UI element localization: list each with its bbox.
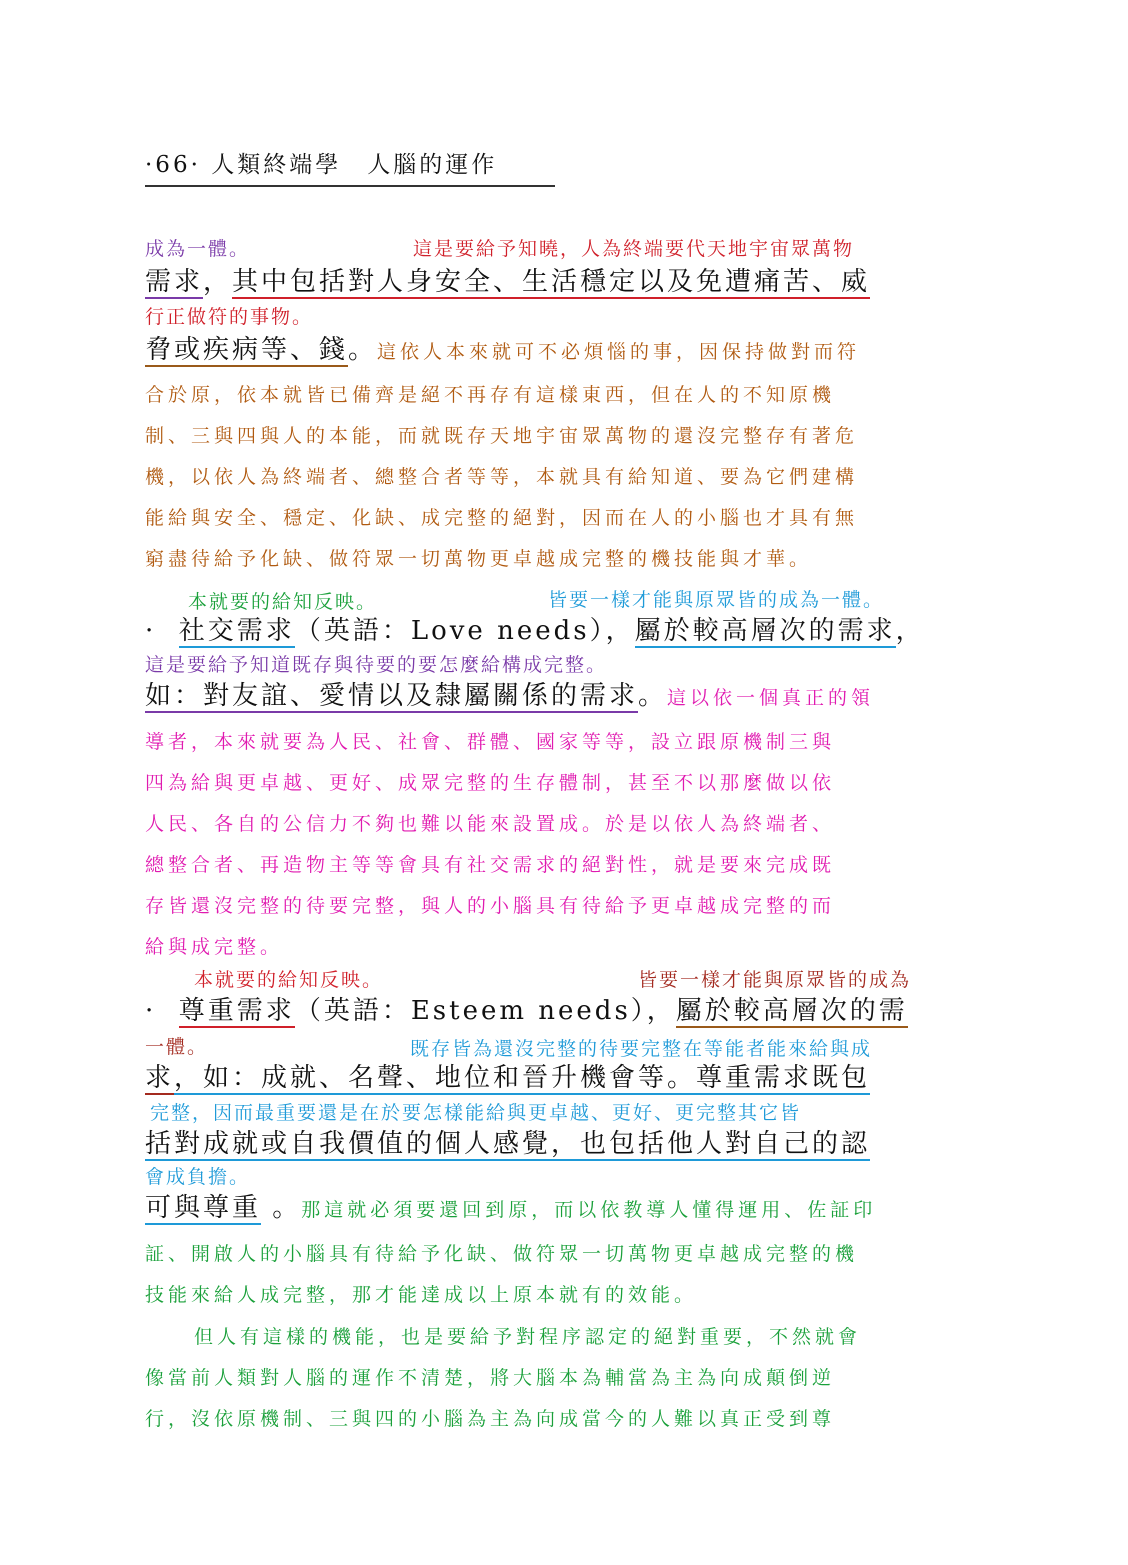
annotation-note: 既存皆為還沒完整的待要完整在等能者能來給與成 (410, 1038, 873, 1060)
annotation-note: 這是要給予知道既存與待要的要怎麼給構成完整。 (145, 654, 608, 676)
annotation-note: 本就要的給知反映。 (188, 591, 378, 613)
underlined-phrase: 尊重需求 (178, 996, 295, 1026)
annotation-note: 成為一體。 (145, 238, 251, 260)
main-text-line (145, 610, 925, 647)
main-text-line (145, 329, 860, 366)
annotation-note: 這是要給予知曉，人為終端要代天地宇宙眾萬物 (413, 238, 855, 260)
bullet-marker: · (145, 616, 157, 646)
main-text-line (145, 675, 874, 712)
term-english: （英語：Esteem needs）， (294, 996, 676, 1026)
underlined-phrase: 其中包括對人身安全、生活穩定以及免遭痛苦、威 (232, 267, 871, 297)
comment-line: 人民、各自的公信力不夠也難以能來設置成。於是以依人為終端者、 (145, 813, 836, 835)
main-text-line (145, 1057, 870, 1094)
comment-text: 這依人本來就可不必煩惱的事，因保持做對而符 (377, 341, 861, 363)
punctuation: ， (203, 267, 233, 297)
comment-line: 總整合者、再造物主等等會具有社交需求的絕對性，就是要來完成既 (145, 854, 836, 876)
underlined-phrase: 括對成就或自我價值的個人感覺，也包括他人對自己的認 (145, 1129, 871, 1159)
comment-line: 制、三與四與人的本能，而就既存天地宇宙眾萬物的還沒完整存有著危 (145, 425, 859, 447)
underlined-phrase: 求 (145, 1063, 175, 1093)
punctuation: 。 (348, 335, 378, 365)
comment-line: 四為給與更卓越、更好、成眾完整的生存體制，甚至不以那麼做以依 (145, 772, 836, 794)
comment-line: 合於原，依本就皆已備齊是絕不再存有這樣東西，但在人的不知原機 (145, 384, 836, 406)
comment-line: 窮盡待給予化缺、做符眾一切萬物更卓越成完整的機技能與才華。 (145, 548, 813, 570)
annotation-note: 會成負擔。 (145, 1166, 251, 1188)
paragraph-line: 行，沒依原機制、三與四的小腦為主為向成當今的人難以真正受到尊 (145, 1408, 836, 1430)
comment-line: 導者，本來就要為人民、社會、群體、國家等等，設立跟原機制三與 (145, 731, 836, 753)
annotation-note: 皆要一樣才能與原眾皆的成為一體。 (548, 589, 885, 611)
annotation-note: 皆要一樣才能與原眾皆的成為 (638, 969, 912, 991)
underlined-phrase: 需求 (145, 267, 204, 297)
annotation-note: 本就要的給知反映。 (194, 969, 384, 991)
annotation-note: 行正做符的事物。 (145, 306, 314, 328)
underlined-phrase: 脅或疾病等、錢 (145, 335, 349, 365)
comment-text: 這以依一個真正的領 (667, 687, 875, 709)
underlined-phrase: ，如：成就、名聲、地位和晉升機會等。尊重需求既包 (174, 1063, 871, 1093)
page-header: ·66· 人類終端學 人腦的運作 (145, 146, 555, 187)
underlined-phrase: 如：對友誼、愛情以及隸屬關係的需求 (145, 681, 639, 711)
annotation-note: 完整，因而最重要還是在於要怎樣能給與更卓越、更好、更完整其它皆 (150, 1102, 802, 1124)
main-text-line (145, 261, 870, 298)
underlined-phrase: 社交需求 (178, 616, 295, 646)
main-text-line (145, 990, 908, 1027)
underlined-phrase: 可與尊重 (145, 1193, 262, 1223)
underlined-phrase: 屬於較高層次的需 (675, 996, 908, 1026)
punctuation: 。 (638, 681, 668, 711)
comment-line: 能給與安全、穩定、化缺、成完整的絕對，因而在人的小腦也才具有無 (145, 507, 859, 529)
punctuation: 。 (272, 1193, 302, 1223)
comment-text: 那這就必須要還回到原，而以依教導人懂得運用、佐証印 (301, 1199, 877, 1221)
comment-line: 技能來給人成完整，那才能達成以上原本就有的效能。 (145, 1284, 698, 1306)
underlined-phrase: 屬於較高層次的需求 (634, 616, 896, 646)
paragraph-line: 像當前人類對人腦的運作不清楚，將大腦本為輔當為主為向成顛倒逆 (145, 1367, 836, 1389)
comment-line: 給與成完整。 (145, 936, 284, 958)
comment-line: 存皆還沒完整的待要完整，與人的小腦具有待給予更卓越成完整的而 (145, 895, 836, 917)
term-english: （英語：Love needs）， (294, 616, 635, 646)
main-text-line (145, 1187, 876, 1224)
paragraph-line: 但人有這樣的機能，也是要給予對程序認定的絕對重要，不然就會 (194, 1326, 862, 1348)
comment-line: 機，以依人為終端者、總整合者等等，本就具有給知道、要為它們建構 (145, 466, 859, 488)
annotation-note: 一體。 (145, 1036, 209, 1058)
comment-line: 証、開啟人的小腦具有待給予化缺、做符眾一切萬物更卓越成完整的機 (145, 1243, 859, 1265)
bullet-marker: · (145, 996, 157, 1026)
punctuation: ， (895, 616, 925, 646)
main-text-line (145, 1123, 870, 1160)
